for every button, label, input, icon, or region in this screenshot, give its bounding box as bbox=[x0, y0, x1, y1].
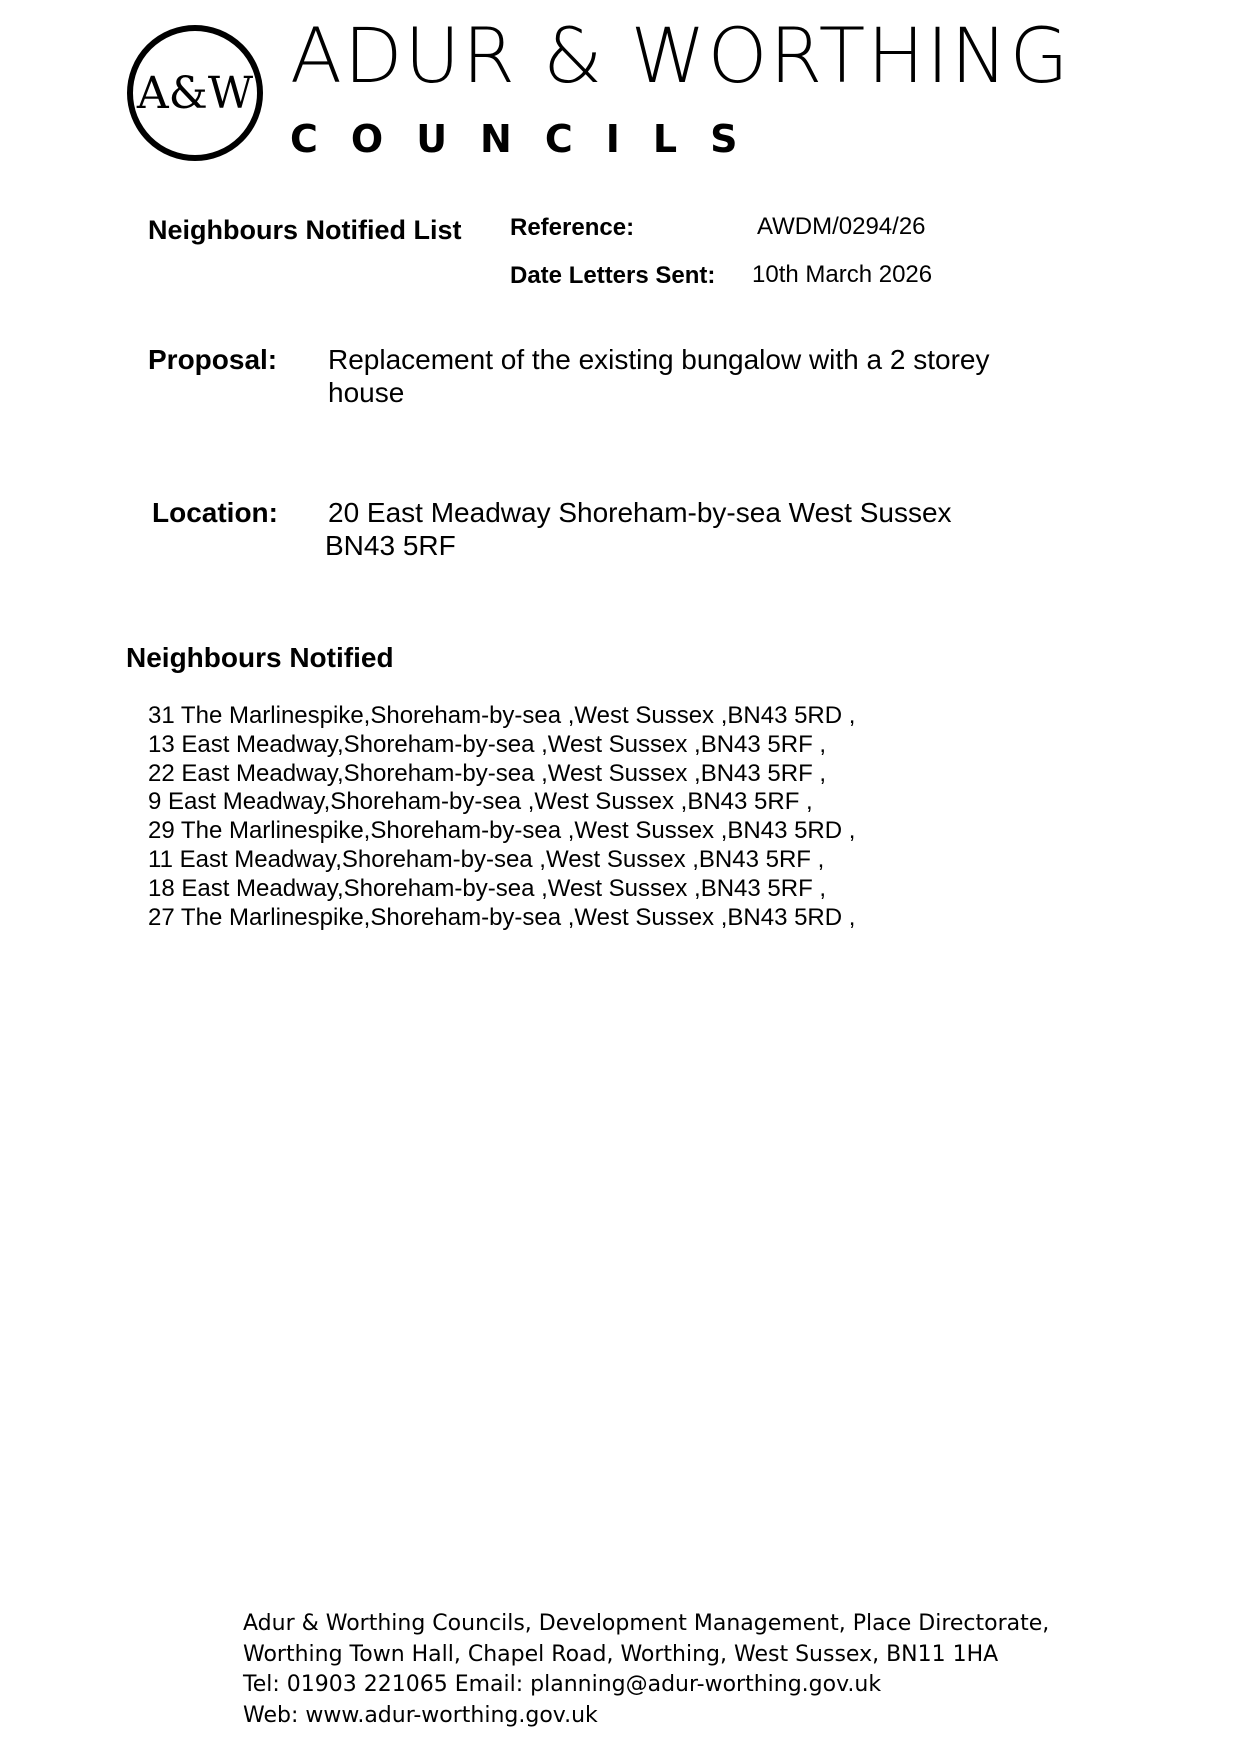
neighbours-notified-heading: Neighbours Notified bbox=[126, 642, 394, 673]
location-address-line1: 20 East Meadway Shoreham-by-sea West Sussex bbox=[328, 497, 952, 528]
list-item: 22 East Meadway,Shoreham-by-sea ,West Sussex ,BN43 5RF , bbox=[148, 759, 827, 787]
date-letters-sent-label: Date Letters Sent: bbox=[510, 262, 716, 289]
logo-monogram: A&W bbox=[136, 68, 254, 119]
document-title: Neighbours Notified List bbox=[148, 215, 462, 245]
logo-councils-subtitle: COUNCILS bbox=[290, 117, 771, 161]
date-letters-sent-value: 10th March 2026 bbox=[752, 261, 933, 288]
neighbours-list bbox=[148, 702, 855, 932]
list-item: 31 The Marlinespike,Shoreham-by-sea ,West Sussex ,BN43 5RD , bbox=[148, 702, 856, 729]
list-item: 13 East Meadway,Shoreham-by-sea ,West Sussex ,BN43 5RF , bbox=[148, 730, 827, 758]
proposal-label: Proposal: bbox=[148, 344, 278, 375]
location-postcode: BN43 5RF bbox=[325, 530, 456, 561]
list-item: 9 East Meadway,Shoreham-by-sea ,West Sussex ,BN43 5RF , bbox=[148, 788, 813, 816]
reference-label: Reference: bbox=[510, 214, 635, 241]
footer-address-line2: Worthing Town Hall, Chapel Road, Worthing, West Sussex, BN11 1HA bbox=[243, 1641, 999, 1667]
proposal-text: Replacement of the existing bungalow with a 2 storey house bbox=[328, 344, 990, 408]
location-label: Location: bbox=[152, 497, 278, 528]
list-item: 18 East Meadway,Shoreham-by-sea ,West Sussex ,BN43 5RF , bbox=[148, 874, 827, 902]
footer-contact bbox=[243, 1609, 1049, 1731]
reference-value: AWDM/0294/26 bbox=[757, 213, 926, 240]
councils-logo-seal bbox=[126, 24, 264, 162]
list-item: 11 East Meadway,Shoreham-by-sea ,West Sussex ,BN43 5RF , bbox=[148, 845, 825, 873]
logo-council-name: ADUR & WORTHING bbox=[290, 11, 1071, 100]
footer-address-line1: Adur & Worthing Councils, Development Management, Place Directorate, bbox=[243, 1611, 1050, 1636]
list-item: 29 The Marlinespike,Shoreham-by-sea ,West Sussex ,BN43 5RD , bbox=[148, 817, 856, 845]
list-item: 27 The Marlinespike,Shoreham-by-sea ,West Sussex ,BN43 5RD , bbox=[148, 903, 856, 931]
footer-web: Web: www.adur-worthing.gov.uk bbox=[243, 1702, 598, 1728]
footer-tel-email: Tel: 01903 221065 Email: planning@adur-worthing.gov.uk bbox=[243, 1672, 882, 1697]
